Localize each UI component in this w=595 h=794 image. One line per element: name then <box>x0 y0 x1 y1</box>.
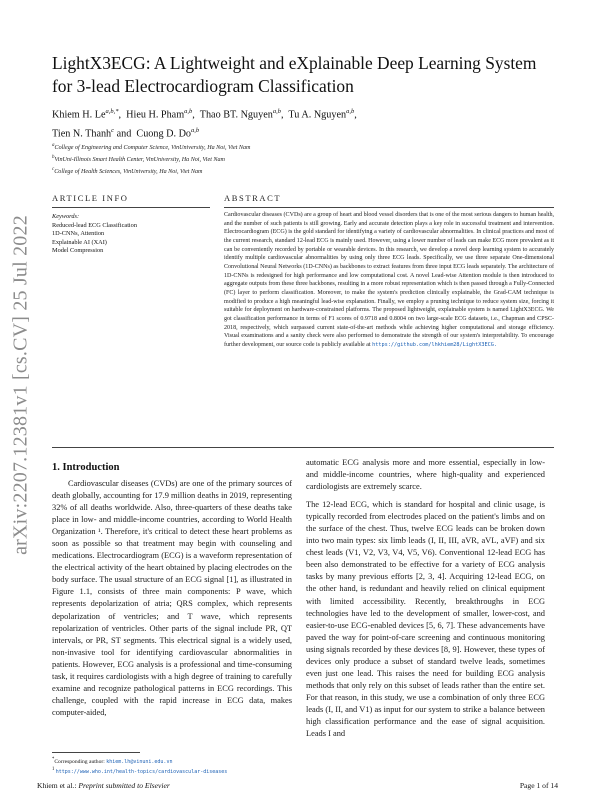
affiliation <box>52 143 250 151</box>
footnote-corresponding: *Corresponding author: khiem.lh@vinuni.edu.vn <box>52 757 173 765</box>
affiliation-mark: c <box>52 167 55 172</box>
footnotes <box>52 756 292 777</box>
author-separator: , <box>354 109 357 121</box>
who-link[interactable]: https://www.who.int/health-topics/cardiovascular-diseases <box>55 769 228 776</box>
paragraph: The 12-lead ECG, which is standard for hospital and clinic usage, is typically recorded from electrodes placed on the patient's limbs and on the surface of the chest. Thus, twelve ECG leads can be broken down into two main types: six limb leads (I, II, III, aVR, aVL, aVF) and six chest leads (V1, V2, V3, V4, V5, V6). Conventional 12-lead ECG has been also demonstrated to be effective for a variety of ECG analysis tasks by many previous efforts [2, 3, 4]. Acquiring 12-lead ECG, on the other hand, is redundant and heavily relied on clinical equipment with limited accessibility. Recently, breakthroughs in ECG technologies have led to the development of smaller, lower-cost, and easier-to-use ECG-enabled devices [5, 6, 7]. These advancements have paved the way for point-of-care screening and continuous monitoring using signals recorded by these devices [8, 9]. However, these types of devices only produce a subset of standard twelve leads, sometimes even just one lead. This raises the need for building ECG analysis methods that only rely on this subset of leads rather than the entire set. For that reason, in this study, we use a combination of only three ECG leads (I, II, and V1) as input for our system to strike a balance between high classification performance and the ease of signal acquisition. Leads I and <box>306 500 545 739</box>
author-affil-mark: a,b <box>346 108 355 115</box>
author-and: and <box>116 128 132 140</box>
author-name: Thao BT. Nguyen <box>199 109 273 121</box>
author-affil-mark: a,b,* <box>105 108 119 115</box>
footer-preprint: Preprint submitted to Elsevier <box>78 781 170 790</box>
corresponding-email-link[interactable]: khiem.lh@vinuni.edu.vn <box>106 758 173 765</box>
divider <box>52 447 554 448</box>
affiliation <box>52 167 202 175</box>
author-separator: , <box>192 109 195 121</box>
abstract-heading: ABSTRACT <box>224 193 282 203</box>
affiliation-text: College of Health Sciences, VinUniversity, Ha Noi, Viet Nam <box>54 169 203 176</box>
section-heading: 1. Introduction <box>52 462 120 473</box>
divider <box>52 207 210 208</box>
paper-title: LightX3ECG: A Lightweight and eXplainable Deep Learning System for 3-lead Electrocardiogram Classification <box>52 53 537 96</box>
author-name: Tien N. Thanh <box>52 128 112 140</box>
author-name: Khiem H. Le <box>52 109 106 121</box>
paragraph: automatic ECG analysis more and more essential, especially in low- and middle-income countries, where high-quality and experienced cardiologists are extremely scarce. <box>306 458 545 492</box>
article-info-heading: ARTICLE INFO <box>52 193 129 203</box>
affiliation-mark: b <box>52 155 55 160</box>
affiliation-text: VinUni-Illinois Smart Health Center, VinUniversity, Ha Noi, Viet Nam <box>54 157 225 164</box>
footnote-mark: 1 <box>52 767 55 773</box>
affiliation <box>52 155 225 163</box>
affiliation-mark: a <box>52 143 55 148</box>
abstract-text: Cardiovascular diseases (CVDs) are a group of heart and blood vessel disorders that is one of the most serious dangers to human health, and the number of such patients is still growing. Early and accurate detection plays a key role in successful treatment and intervention. Electrocardiogram (ECG) is the gold standard for identifying a variety of cardiovascular abnormalities. In clinical practices and most of the current research, standard 12-lead ECG is mainly used. However, using a lower number of leads can make ECG more prevalent as it can be conveniently recorded by portable or wearable devices. In this research, we develop a novel deep learning system to accurately identify multiple cardiovascular abnormalities by using only three ECG leads. Specifically, we use three separate One-dimensional Convolutional Neural Networks (1D-CNNs) as backbones to extract features from three input ECG leads separately. The architecture of 1D-CNNs is redesigned for high performance and low computational cost. A novel Lead-wise Attention module is then introduced to aggregate outputs from these three backbones, resulting in a more robust representation which is then passed through a Fully-Connected (FC) layer to perform classification. Moreover, to make the system's prediction clinically explainable, the Grad-CAM technique is modified to produce a high meaningful lead-wise explanation. Finally, we employ a pruning technique to reduce system size, forcing it suitable for deployment on hardware-constrained platforms. The proposed lightweight, explainable system is named LightX3ECG. We got classification performance in terms of F1 scores of 0.9718 and 0.8004 on two large-scale ECG datasets, i.e., Chapman and CPSC-2018, respectively, which surpassed current state-of-the-art methods while achieving higher computational and storage efficiency. Visual examinations and a sanity check were also performed to demonstrate the strength of our system's interpretability. To encourage further development, our source code is publicly available at <box>224 212 554 348</box>
author-affil-mark: a,b <box>184 108 193 115</box>
author-affil-mark: a,b <box>191 127 200 135</box>
keywords-label: Keywords: <box>52 213 80 220</box>
affiliation-text: College of Engineering and Computer Science, VinUniversity, Ha Noi, Viet Nam <box>54 145 251 152</box>
source-code-link[interactable]: https://github.com/lhkhiem28/LightX3ECG. <box>372 341 498 348</box>
author-name: Cuong D. Do <box>136 128 192 140</box>
abstract-body <box>224 211 554 350</box>
footnote-rule <box>52 752 140 753</box>
author-separator: , <box>118 109 122 121</box>
divider <box>224 207 554 208</box>
keyword: Model Compression <box>52 247 104 254</box>
footnote-1 <box>52 766 292 776</box>
footer-author: Khiem et al.: <box>37 781 77 790</box>
author-list <box>52 104 552 143</box>
footer-left <box>37 781 170 790</box>
keyword: Explainable AI (XAI) <box>52 238 107 246</box>
intro-column-right <box>306 457 545 746</box>
author-separator: , <box>280 109 284 121</box>
author-name: Tu A. Nguyen <box>288 109 347 121</box>
keyword: Reduced-lead ECG Classification <box>52 221 137 229</box>
intro-column-left <box>52 478 292 725</box>
corresponding-label: Corresponding author: <box>54 758 105 765</box>
author-affil-mark: a,b <box>272 108 281 115</box>
arxiv-identifier: arXiv:2207.12381v1 [cs.CV] 25 Jul 2022 <box>9 215 32 555</box>
paragraph: Cardiovascular diseases (CVDs) are one of the primary sources of death globally, accounting for 17.9 million deaths in 2019, representing 32% of all deaths worldwide. Also, three-quarters of these deaths take place in low- and middle-income countries, according to World Health Organization ¹. Therefore, it's critical to detect these heart problems as soon as possible so that treatment may begin with counseling and medications. Electrocardiogram (ECG) is a waveform representation of the electrical activity of the heart obtained by placing electrodes on the body surface. The usual structure of an ECG signal [1], as illustrated in Figure 1.1, consists of three main components: P wave, which represents depolarization of atria; QRS complex, which represents depolarization of ventricles; and T wave, which represents repolarization of ventricles. Other parts of the signal include PR, QT intervals, or PR, ST segments. This electrical signal is a widely used, non-invasive tool for identifying cardiovascular abnormalities in patients. However, ECG analysis is a professional and time-consuming task, it requires cardiologists with a high degree of training to carefully examine and recognize pathological patterns in ECG recordings. This challenge, coupled with the rapid increase in ECG data, makes computer-aided, <box>52 479 292 717</box>
keyword: 1D-CNNs, Attention <box>52 230 105 237</box>
arxiv-stamp <box>4 200 38 570</box>
author-affil-mark: c <box>111 127 115 135</box>
keywords-block <box>52 213 202 256</box>
page-number: Page 1 of 14 <box>519 781 558 790</box>
author-name: Hieu H. Pham <box>126 109 185 121</box>
